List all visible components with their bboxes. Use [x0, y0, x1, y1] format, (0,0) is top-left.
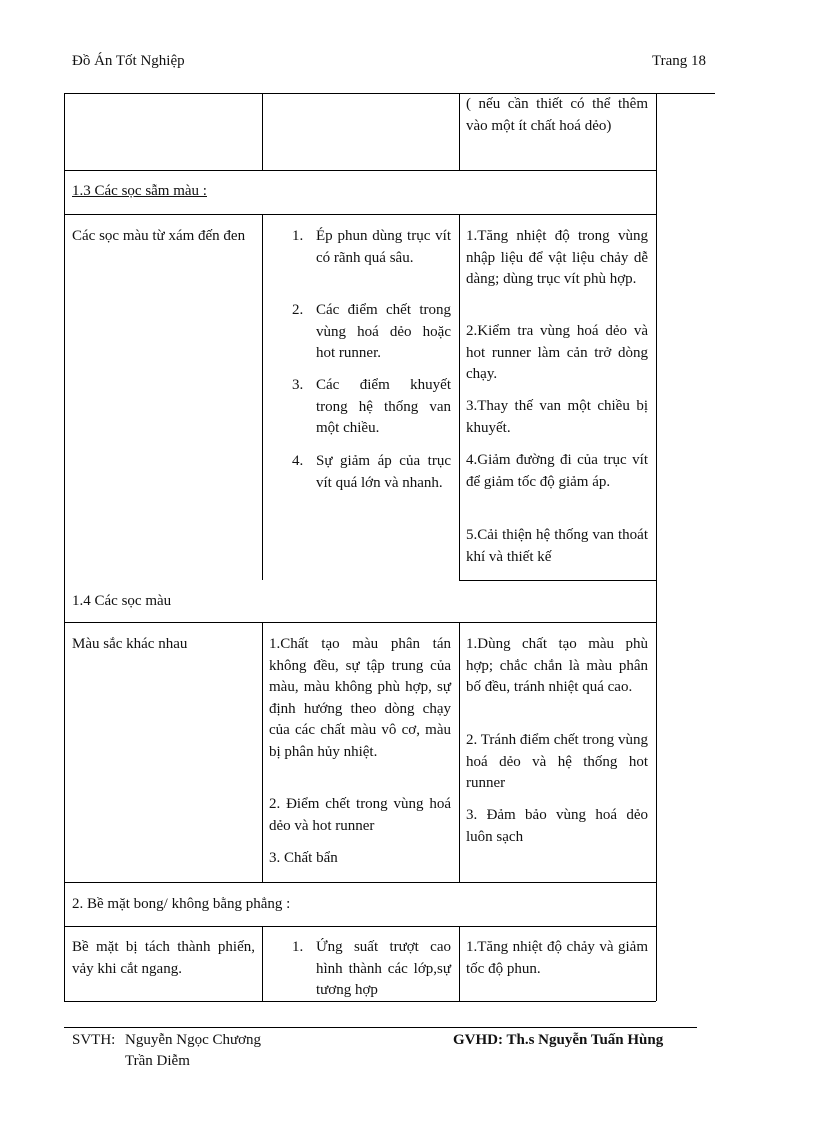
- list-item: 2.Kiểm tra vùng hoá dẻo và hot runner làm cản trở dòng chạy.: [466, 323, 648, 383]
- section-title: 2. Bề mặt bong/ không bằng phẳng :: [72, 896, 291, 912]
- list-item: Các điểm chết trong vùng hoá dẻo hoặc hot runner.: [316, 302, 451, 362]
- table-border-right: [656, 93, 657, 1001]
- col-divider: [262, 214, 263, 580]
- row-divider: [64, 882, 656, 883]
- section-title: 1.4 Các sọc màu: [72, 593, 172, 609]
- list-item: 2. Điểm chết trong vùng hoá dẻo và hot runner: [269, 796, 451, 834]
- list-number: 2.: [292, 302, 304, 318]
- list-item: 1.Tăng nhiệt độ trong vùng nhập liệu để vật liệu chảy dễ dàng; dùng trục vít phù hợp.: [466, 228, 648, 288]
- defect-cell: Bề mặt bị tách thành phiến, vảy khi cắt ngang.: [72, 939, 255, 977]
- row-divider: [459, 580, 656, 581]
- list-item: Ép phun dùng trục vít có rãnh quá sâu.: [316, 228, 451, 266]
- col-divider: [459, 214, 460, 580]
- list-number: 4.: [292, 453, 304, 469]
- list-item: Các điểm khuyết trong hệ thống van một chiều.: [316, 377, 451, 437]
- list-number: 1.: [292, 228, 304, 244]
- page-number: Trang 18: [652, 53, 707, 69]
- row-divider: [64, 170, 656, 171]
- col-divider: [459, 622, 460, 882]
- list-item: 3.Thay thế van một chiều bị khuyết.: [466, 398, 648, 436]
- list-item: 3. Chất bẩn: [269, 850, 338, 866]
- row-divider: [64, 622, 656, 623]
- section-title: 1.3 Các sọc sẫm màu :: [72, 183, 207, 199]
- defect-cell: Các sọc màu từ xám đến đen: [72, 228, 246, 244]
- list-number: 3.: [292, 377, 304, 393]
- defects-table: [64, 93, 656, 1001]
- col-divider: [459, 93, 460, 170]
- list-item: Sự giảm áp của trục vít quá lớn và nhanh.: [316, 453, 451, 491]
- list-item: 1.Chất tạo màu phân tán không đều, sự tập trung của màu, màu không phù hợp, sự định hướng theo dòng chạy của các chất màu vô cơ, màu bị phân hủy nhiệt.: [269, 636, 451, 760]
- list-item: 3. Đảm bảo vùng hoá dẻo luôn sạch: [466, 807, 648, 845]
- student-name: Trần Diễm: [125, 1053, 190, 1069]
- footer-rule: [64, 1027, 697, 1028]
- list-number: 1.: [292, 939, 304, 955]
- list-item: 4.Giảm đường đi của trục vít để giảm tốc độ giảm áp.: [466, 452, 648, 490]
- svth-label: SVTH:: [72, 1032, 116, 1048]
- row-divider: [64, 926, 656, 927]
- table-border-left: [64, 93, 65, 1001]
- remedy-cell: 1.Tăng nhiệt độ chảy và giảm tốc độ phun.: [466, 939, 648, 977]
- defect-cell: Màu sắc khác nhau: [72, 636, 188, 652]
- col-divider: [262, 926, 263, 1001]
- list-item: Ứng suất trượt cao hình thành các lớp,sự tương hợp: [316, 939, 451, 999]
- student-name: Nguyễn Ngọc Chương: [125, 1032, 262, 1048]
- row-divider: [64, 214, 656, 215]
- col-divider: [459, 926, 460, 1001]
- list-item: 1.Dùng chất tạo màu phù hợp; chắc chắn là màu phân bố đều, tránh nhiệt quá cao.: [466, 636, 648, 696]
- list-item: 2. Tránh điểm chết trong vùng hoá dẻo và hệ thống hot runner: [466, 732, 648, 792]
- list-item: 5.Cải thiện hệ thống van thoát khí và thiết kế: [466, 527, 648, 565]
- remedy-cell: ( nếu cần thiết có thể thêm vào một ít chất hoá dẻo): [466, 96, 648, 134]
- col-divider: [262, 93, 263, 170]
- col-divider: [262, 622, 263, 882]
- header-title: Đồ Án Tốt Nghiệp: [72, 53, 185, 69]
- advisor-name: GVHD: Th.s Nguyễn Tuấn Hùng: [453, 1032, 664, 1048]
